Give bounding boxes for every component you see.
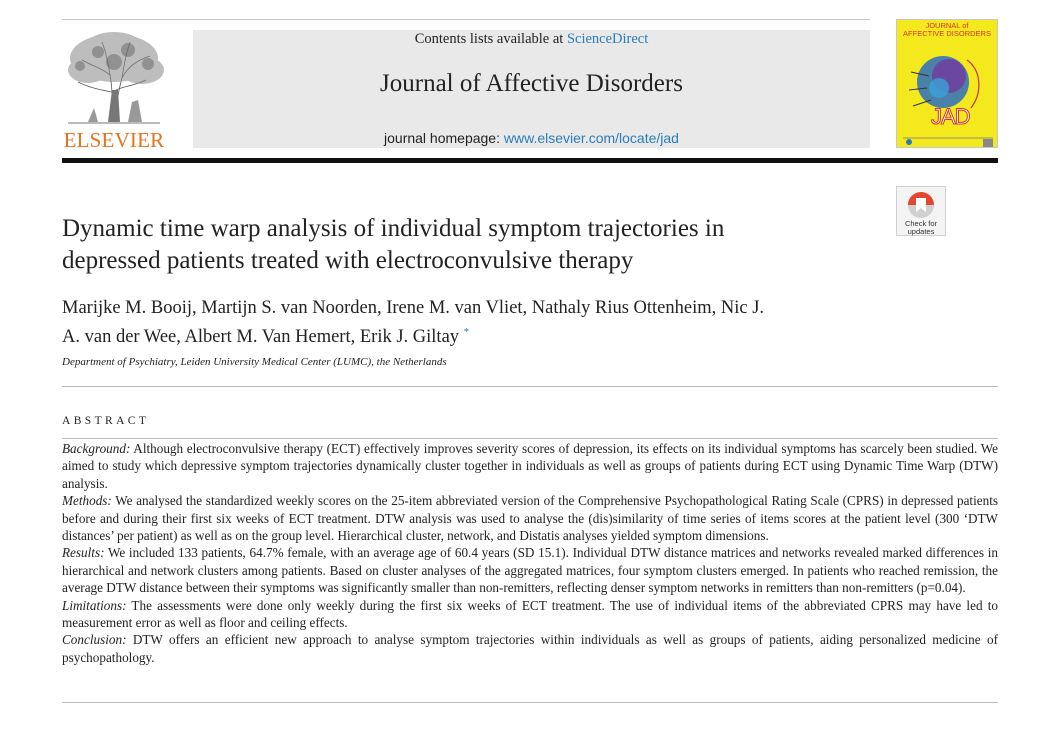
abstract-text-background: Although electroconvulsive therapy (ECT) effectively improves severity scores of depression, its effects on its individual symptoms has scarcely been studied. We aimed to study which depressive symptom trajectories dynamically cluster together in individuals as well as groups of patients during ECT using Dynamic Time Warp (DTW) analysis. bbox=[62, 441, 998, 491]
abstract-bottom-rule bbox=[62, 702, 998, 703]
crossmark-label-2: updates bbox=[907, 226, 935, 236]
sciencedirect-link[interactable]: ScienceDirect bbox=[566, 31, 649, 47]
journal-masthead bbox=[193, 30, 870, 148]
affiliation: Department of Psychiatry, Leiden University Medical Center (LUMC), the Netherlands bbox=[62, 356, 447, 368]
elsevier-tree-icon bbox=[58, 30, 170, 130]
abstract-text-conclusion: DTW offers an efficient new approach to analyse symptom trajectories within individuals as well as groups of patients, aiding personalized medicine of psychopathology. bbox=[62, 632, 998, 665]
crossmark-label-1: Check for bbox=[904, 219, 938, 228]
contents-prefix: Contents lists available at bbox=[414, 31, 564, 47]
article-title bbox=[62, 213, 852, 277]
header-divider bbox=[62, 158, 998, 163]
homepage-prefix: journal homepage: bbox=[384, 130, 500, 146]
corresponding-author-mark[interactable]: * bbox=[463, 326, 470, 338]
abstract-conclusion bbox=[62, 631, 998, 666]
abstract-text-limitations: The assessments were done only weekly during the first six weeks of ECT treatment. The use of individual items of the abbreviated CPRS may have led to measurement error as well as floor and ceiling effects. bbox=[62, 597, 998, 631]
abstract-label-limitations: Limitations: bbox=[62, 597, 127, 613]
journal-title: Journal of Affective Disorders bbox=[380, 70, 683, 97]
journal-homepage-link[interactable]: www.elsevier.com/locate/jad bbox=[503, 130, 679, 146]
cover-title-line1: JOURNAL of bbox=[925, 21, 969, 30]
abstract-results bbox=[62, 544, 998, 596]
top-rule bbox=[62, 19, 870, 20]
check-for-updates-badge[interactable] bbox=[896, 186, 946, 236]
affiliation-divider bbox=[62, 386, 998, 387]
article-title-line2: depressed patients treated with electroconvulsive therapy bbox=[62, 247, 634, 274]
authors-line2 bbox=[62, 320, 892, 349]
contents-line bbox=[193, 30, 870, 48]
crossmark-bookmark-icon bbox=[906, 190, 936, 220]
abstract-text-results: We included 133 patients, 64.7% female, with an average age of 60.4 years (SD 15.1). Individual DTW distance matrices and networks revealed marked differences in hierarchical and network clusters among patients. Based on cluster analyses of the aggregated matrices, four symptom clusters emerged. In patients who reached remission, the average DTW distance between their symptoms was significantly smaller than non-remitters, reflecting denser symptom networks in remitters than non-remitters (p=0.04). bbox=[62, 545, 998, 596]
abstract-label-background: Background: bbox=[62, 441, 131, 456]
abstract-heading: ABSTRACT bbox=[62, 415, 150, 427]
abstract-body bbox=[62, 440, 998, 666]
abstract-background bbox=[62, 440, 998, 492]
author-list bbox=[62, 296, 892, 349]
abstract-label-results: Results: bbox=[62, 545, 105, 561]
publisher-name: ELSEVIER bbox=[63, 128, 165, 152]
authors-line1: Marijke M. Booij, Martijn S. van Noorden, Irene M. van Vliet, Nathaly Rius Ottenheim, Nic J. bbox=[62, 298, 765, 318]
abstract-label-methods: Methods: bbox=[62, 493, 112, 509]
abstract-text-methods: We analysed the standardized weekly scores on the 25-item abbreviated version of the Comprehensive Psychopathological Rating Scale (CPRS) in depressed patients before and during their first six weeks of ECT treatment. DTW analysis was used to analyse the (dis)similarity of time series of items scores at the patient level (300 ‘DTW distances’ per patient) as well as on the group level. Hierarchical cluster, network, and Distatis analyses yielded symptom dimensions. bbox=[62, 493, 998, 544]
cover-title-line2: AFFECTIVE DISORDERS bbox=[903, 29, 991, 38]
cover-logo-text: JAD bbox=[931, 104, 970, 129]
abstract-limitations bbox=[62, 597, 998, 632]
publisher-logo[interactable] bbox=[58, 30, 170, 150]
abstract-label-conclusion: Conclusion: bbox=[62, 632, 127, 648]
authors-line2-text: A. van der Wee, Albert M. Van Hemert, Erik J. Giltay bbox=[62, 327, 460, 348]
abstract-heading-rule bbox=[62, 438, 998, 439]
abstract-methods bbox=[62, 492, 998, 544]
homepage-line bbox=[193, 130, 870, 146]
journal-cover[interactable] bbox=[896, 19, 998, 148]
article-title-line1: Dynamic time warp analysis of individual symptom trajectories in bbox=[62, 215, 725, 242]
